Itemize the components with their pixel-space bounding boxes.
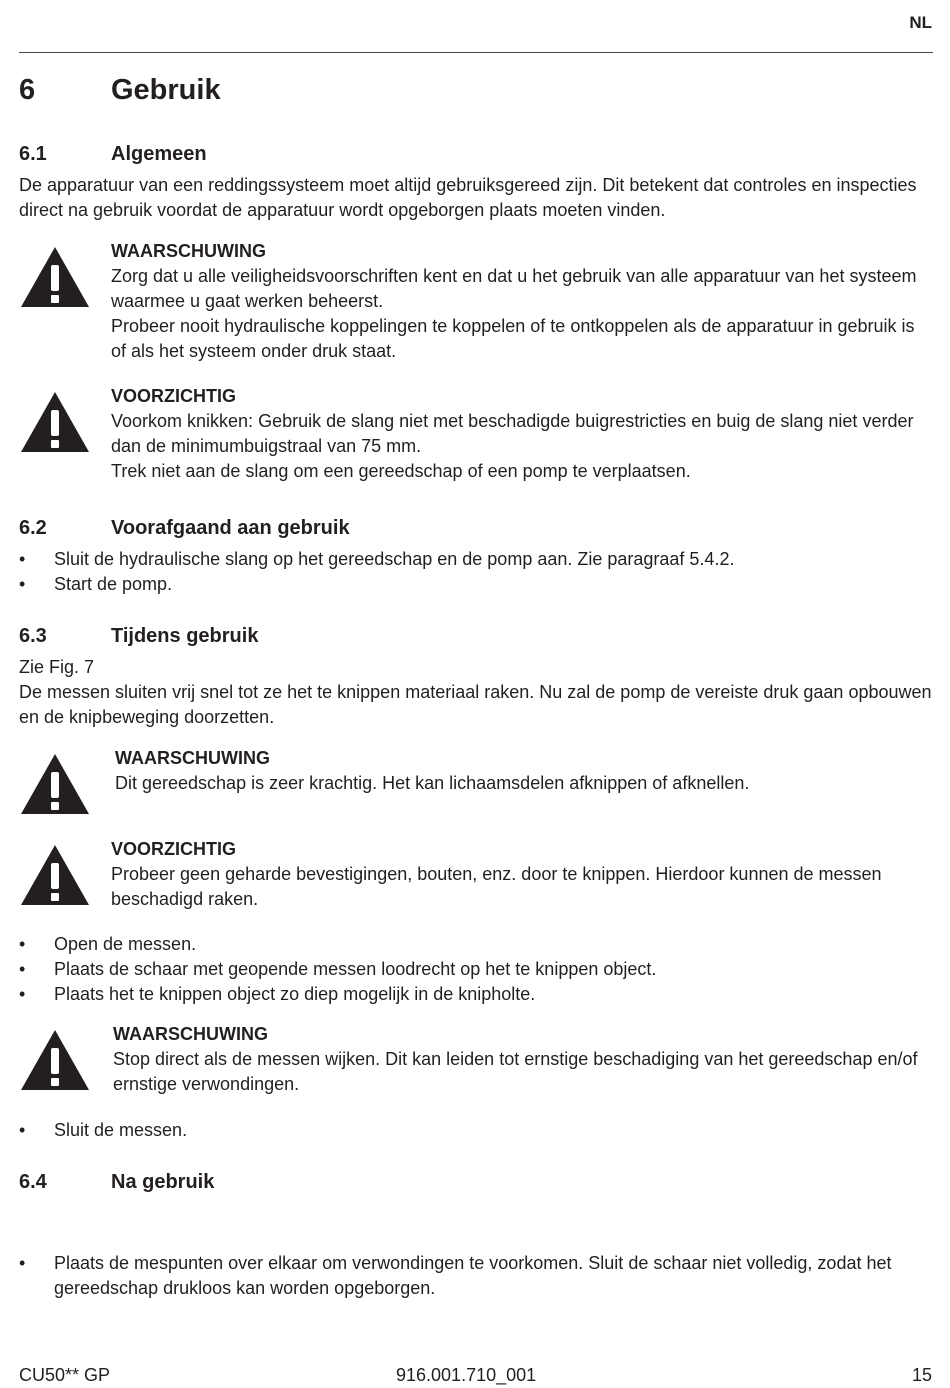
notice-title: VOORZICHTIG [111,386,236,406]
notice-title: WAARSCHUWING [115,748,270,768]
section-6-3-title: Tijdens gebruik [111,625,259,647]
notice-title: VOORZICHTIG [111,839,236,859]
bullet: • [19,549,26,569]
section-6-3-body [19,655,934,730]
notice-text: Voorkom knikken: Gebruik de slang niet met beschadigde buigrestricties en buig de slang niet verder dan de minimumbuigstraal van 75 mm. [111,411,914,456]
warning-notice-6-3-b [113,1022,933,1097]
caution-notice-6-1 [111,384,933,484]
warning-triangle-icon [19,752,91,816]
warning-triangle-icon [19,245,91,309]
section-6-3-text: De messen sluiten vrij snel tot ze het te knippen materiaal raken. Nu zal de pomp de vereiste druk gaan opbouwen en de knipbeweging doorzetten. [19,682,932,727]
bullet: • [19,1253,26,1273]
notice-text: Dit gereedschap is zeer krachtig. Het kan lichaamsdelen afknippen of afknellen. [115,773,750,793]
caution-triangle-icon [19,390,91,454]
section-6-1-text: De apparatuur van een reddingssysteem moet altijd gebruiksgereed zijn. Dit betekent dat controles en inspecties direct na gebruik voordat de apparatuur wordt opgeborgen plaats moeten vinden. [19,175,917,220]
notice-text: Probeer nooit hydraulische koppelingen te koppelen of te ontkoppelen als de apparatuur in gebruik is of als het systeem onder druk staat. [111,316,915,361]
list-item: • Sluit de messen. [19,1118,934,1143]
figure-reference: Zie Fig. 7 [19,657,95,677]
bullet-list-6-3 [19,932,934,1007]
bullet-list-6-2 [19,547,934,597]
notice-text: Trek niet aan de slang om een gereedschap of een pomp te verplaatsen. [111,461,691,481]
section-6-4-number: 6.4 [19,1171,47,1193]
list-item: • Start de pomp. [19,572,934,597]
chapter-number: 6 [19,74,36,106]
notice-title: WAARSCHUWING [111,241,266,261]
page-number: 15 [911,1365,932,1385]
warning-notice-6-1 [111,239,933,364]
section-6-3-number: 6.3 [19,625,47,647]
section-6-1-number: 6.1 [19,143,47,165]
list-item: • Sluit de hydraulische slang op het gereedschap en de pomp aan. Zie paragraaf 5.4.2. [19,547,934,572]
footer-model: CU50** GP [19,1365,111,1385]
section-6-1-title: Algemeen [111,143,207,165]
footer-doc-number: 916.001.710_001 [396,1365,537,1385]
caution-triangle-icon [19,843,91,907]
language-code: NL [909,13,932,32]
bullet-list-6-4 [19,1251,934,1301]
notice-text: Stop direct als de messen wijken. Dit kan leiden tot ernstige beschadiging van het gereedschap en/of ernstige verwondingen. [113,1049,918,1094]
bullet: • [19,934,26,954]
warning-notice-6-3-a [115,746,933,796]
section-6-4-title: Na gebruik [111,1171,215,1193]
notice-text: Probeer geen geharde bevestigingen, bouten, enz. door te knippen. Hierdoor kunnen de messen beschadigd raken. [111,864,882,909]
bullet: • [19,984,26,1004]
notice-text: Zorg dat u alle veiligheidsvoorschriften kent en dat u het gebruik van alle apparatuur van het systeem waarmee u gaat werken beheerst. [111,266,917,311]
chapter-title: Gebruik [111,74,221,106]
section-6-2-title: Voorafgaand aan gebruik [111,517,350,539]
bullet-list-6-3-end [19,1118,934,1143]
warning-triangle-icon [19,1028,91,1092]
list-item: • Plaats het te knippen object zo diep mogelijk in de knipholte. [19,982,934,1007]
bullet: • [19,959,26,979]
section-6-2-number: 6.2 [19,517,47,539]
notice-title: WAARSCHUWING [113,1024,268,1044]
header-divider [19,52,933,53]
list-item: • Open de messen. [19,932,934,957]
list-item: • Plaats de mespunten over elkaar om verwondingen te voorkomen. Sluit de schaar niet volledig, zodat het gereedschap drukloos kan worden opgeborgen. [19,1253,892,1298]
caution-notice-6-3 [111,837,933,912]
bullet: • [19,574,26,594]
list-item: • Plaats de schaar met geopende messen loodrecht op het te knippen object. [19,957,934,982]
bullet: • [19,1120,26,1140]
